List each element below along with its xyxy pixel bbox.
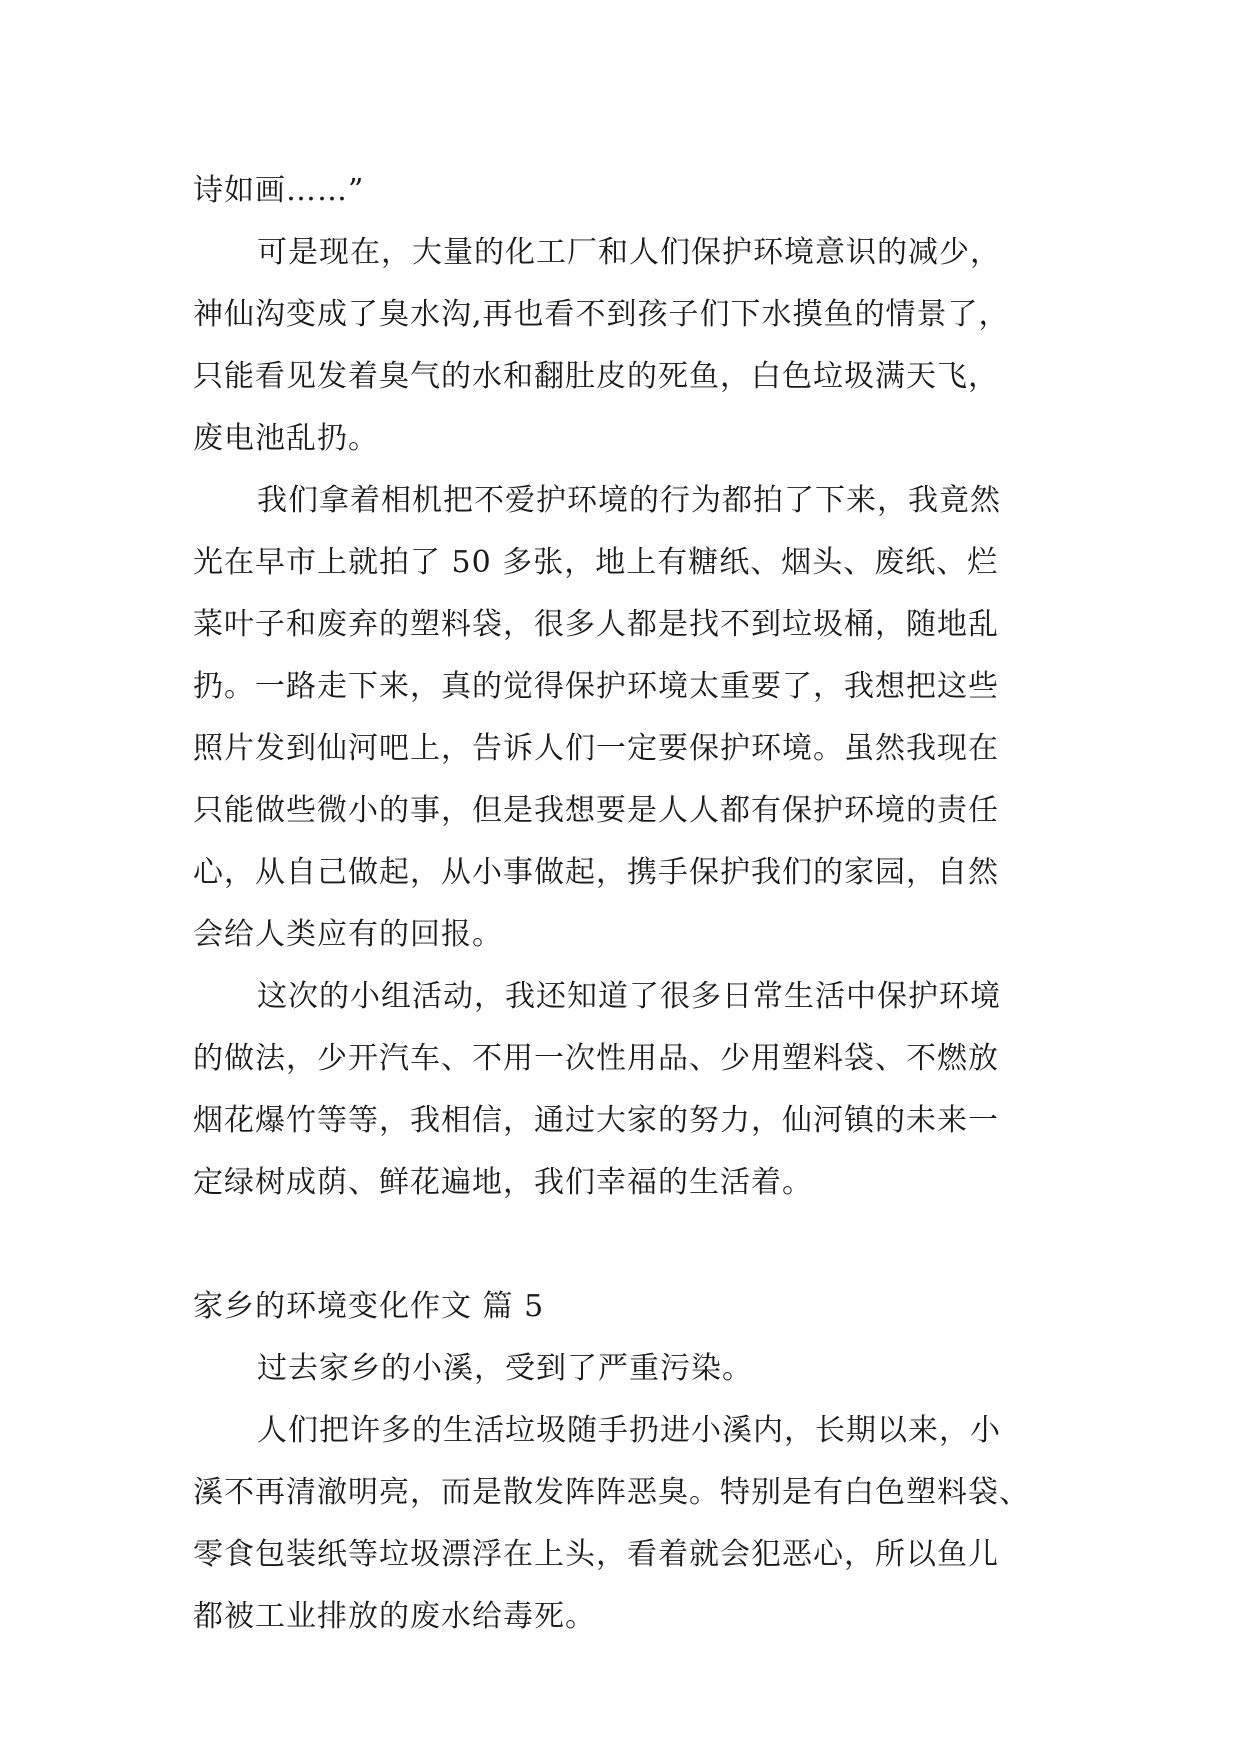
text-line: 只能看见发着臭气的水和翻肚皮的死鱼，白色垃圾满天飞， <box>193 359 999 394</box>
text-line: 光在早市上就拍了 50 多张，地上有糖纸、烟头、废纸、烂 <box>193 545 999 580</box>
text-line: 神仙沟变成了臭水沟,再也看不到孩子们下水摸鱼的情景了， <box>193 297 1010 332</box>
document-body <box>193 160 1093 1648</box>
essay-part-5-text <box>193 1338 1093 1648</box>
section-gap <box>193 1214 1093 1276</box>
text-line: 溪不再清澈明亮，而是散发阵阵恶臭。特别是有白色塑料袋、 <box>193 1475 1030 1510</box>
text-line: 这次的小组活动，我还知道了很多日常生活中保护环境 <box>257 979 1001 1014</box>
essay-part-4-text <box>193 160 1093 1214</box>
text-line: 可是现在，大量的化工厂和人们保护环境意识的减少， <box>257 235 1001 270</box>
text-line: 的做法，少开汽车、不用一次性用品、少用塑料袋、不燃放 <box>193 1041 999 1076</box>
text-line: 过去家乡的小溪，受到了严重污染。 <box>257 1351 753 1386</box>
section-title: 家乡的环境变化作文 篇 5 <box>193 1289 545 1324</box>
text-line: 定绿树成荫、鲜花遍地，我们幸福的生活着。 <box>193 1165 813 1200</box>
text-line: 照片发到仙河吧上，告诉人们一定要保护环境。虽然我现在 <box>193 731 999 766</box>
text-line: 只能做些微小的事，但是我想要是人人都有保护环境的责任 <box>193 793 999 828</box>
text-line: 扔。一路走下来，真的觉得保护环境太重要了，我想把这些 <box>193 669 999 704</box>
text-line: 都被工业排放的废水给毒死。 <box>193 1599 596 1634</box>
text-line: 烟花爆竹等等，我相信，通过大家的努力，仙河镇的未来一 <box>193 1103 999 1138</box>
text-line: 人们把许多的生活垃圾随手扔进小溪内，长期以来，小 <box>257 1413 1001 1448</box>
text-line: 菜叶子和废弃的塑料袋，很多人都是找不到垃圾桶，随地乱 <box>193 607 999 642</box>
text-line: 会给人类应有的回报。 <box>193 917 503 952</box>
text-line: 我们拿着相机把不爱护环境的行为都拍了下来，我竟然 <box>257 483 1001 518</box>
text-line: 心，从自己做起，从小事做起，携手保护我们的家园，自然 <box>193 855 999 890</box>
text-line: 废电池乱扔。 <box>193 421 379 456</box>
text-line: 诗如画……” <box>193 173 365 208</box>
text-line: 零食包装纸等垃圾漂浮在上头，看着就会犯恶心，所以鱼儿 <box>193 1537 999 1572</box>
